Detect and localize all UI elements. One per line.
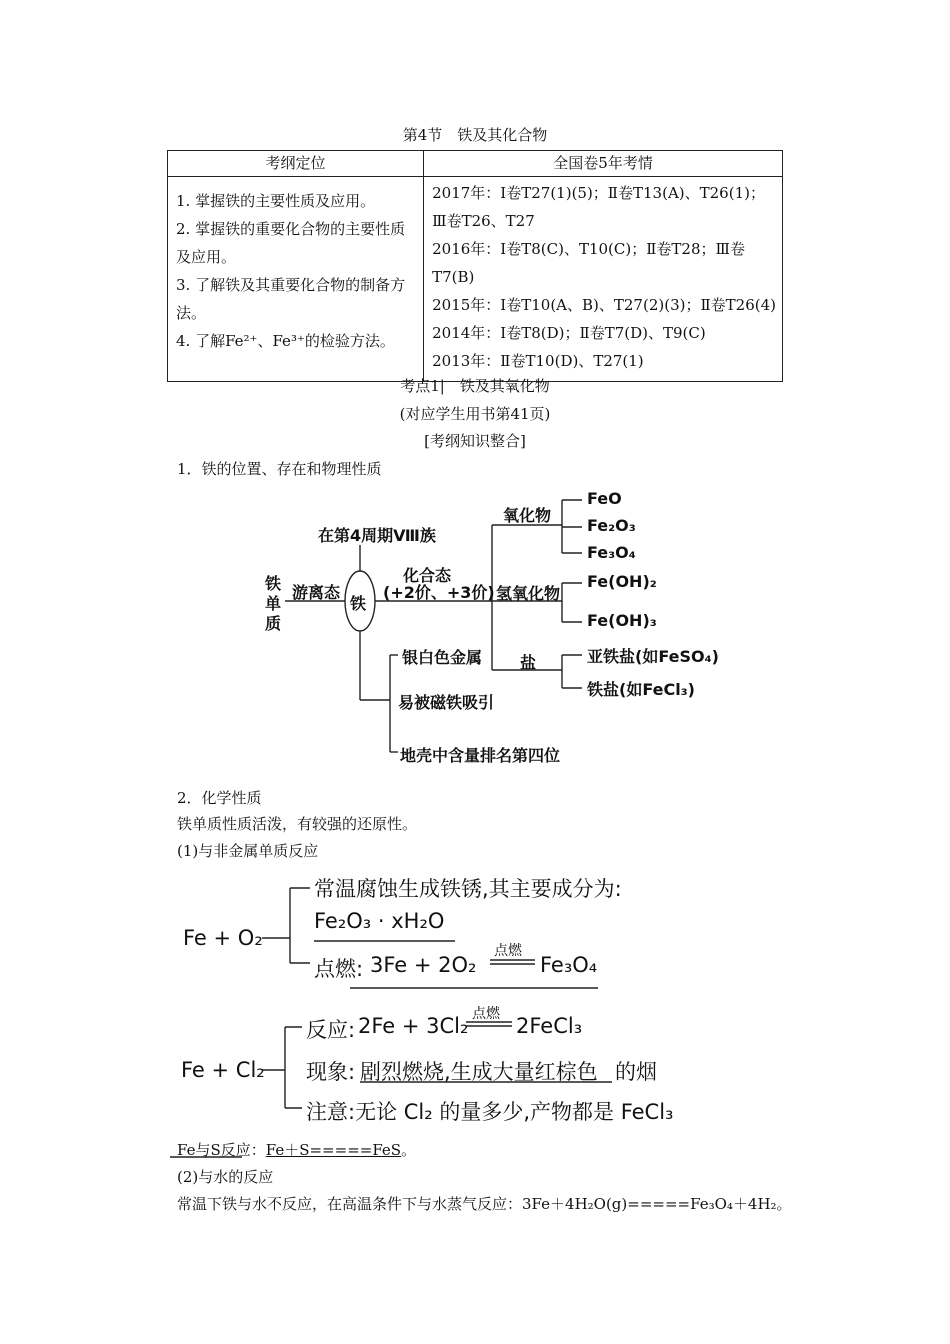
subheading-nonmetal: (1)与非金属单质反应 (177, 842, 319, 860)
ignite-eq-left: 3Fe + 2O₂ (370, 953, 477, 977)
feoh2-label: Fe(OH)₂ (587, 572, 657, 591)
page-title: 第4节 铁及其化合物 (402, 126, 548, 144)
fe-node: 铁 (350, 594, 367, 613)
ignite-prefix: 点燃: (314, 957, 364, 981)
valence-label: (+2价、+3价) (383, 583, 495, 602)
phenomenon-tail: 的烟 (615, 1060, 657, 1084)
root-label: 铁单质 (265, 574, 282, 633)
cl2-reaction-prefix: 反应: (306, 1018, 356, 1042)
exam-line: 2016年：Ⅰ卷T8(C)、T10(C)；Ⅱ卷T28；Ⅲ卷 (432, 240, 745, 258)
cl2-eq-right: 2FeCl₃ (516, 1014, 583, 1038)
ferric-salt-label: 铁盐(如FeCl₃) (587, 680, 695, 699)
syllabus-item: 法。 (176, 304, 207, 322)
phenomenon-text: 剧烈燃烧,生成大量红棕色 (360, 1060, 598, 1084)
hydroxide-label: 氢氧化物 (496, 584, 561, 603)
exam-line: 2013年：Ⅱ卷T10(D)、T27(1) (432, 352, 644, 370)
heading-1: 1．铁的位置、存在和物理性质 (177, 460, 382, 478)
book-reference: (对应学生用书第41页) (399, 405, 551, 423)
fes-equation: Fe＋S=====FeS (265, 1141, 402, 1159)
property-silver: 银白色金属 (402, 648, 483, 667)
fe3o4-label: Fe₃O₄ (587, 543, 636, 562)
fes-prefix: Fe与S反应： (177, 1141, 266, 1159)
syllabus-item: 2. 掌握铁的重要化合物的主要性质 (176, 220, 406, 238)
rust-formula: Fe₂O₃ · xH₂O (314, 909, 445, 933)
salt-label: 盐 (520, 653, 537, 672)
exam-line: T7(B) (432, 268, 475, 286)
fe2o3-label: Fe₂O₃ (587, 516, 636, 535)
cl2-condition: 点燃 (472, 1006, 500, 1022)
exam-line: 2014年：Ⅰ卷T8(D)；Ⅱ卷T7(D)、T9(C) (432, 324, 706, 342)
bracket-heading: [考纲知识整合] (424, 432, 526, 450)
ignite-eq-right: Fe₃O₄ (540, 953, 598, 977)
fes-line (177, 1139, 416, 1160)
kaodian-title: 考点1| 铁及其氧化物 (400, 377, 550, 395)
rust-line: 常温腐蚀生成铁锈,其主要成分为: (314, 877, 622, 901)
water-line (177, 1193, 792, 1214)
table-header-right: 全国卷5年考情 (424, 151, 783, 177)
position-label: 在第4周期Ⅷ族 (318, 526, 436, 545)
feoh3-label: Fe(OH)₃ (587, 611, 657, 630)
property-magnetic: 易被磁铁吸引 (398, 693, 495, 712)
exam-line: Ⅲ卷T26、T27 (432, 212, 535, 230)
ignite-condition: 点燃 (494, 943, 522, 959)
free-state-label: 游离态 (292, 583, 341, 602)
water-equation: 3Fe＋4H₂O(g)=====Fe₃O₄＋4H₂ (522, 1195, 777, 1213)
syllabus-item: 1. 掌握铁的主要性质及应用。 (176, 192, 376, 210)
oxide-label: 氧化物 (503, 506, 552, 525)
syllabus-items (168, 177, 424, 382)
exam-history (424, 177, 783, 382)
subheading-water: (2)与水的反应 (177, 1168, 274, 1186)
cl2-note: 注意:无论 Cl₂ 的量多少,产物都是 FeCl₃ (306, 1100, 674, 1124)
table-header-left: 考纲定位 (168, 151, 424, 177)
heading-2: 2．化学性质 (177, 789, 262, 807)
syllabus-table (167, 150, 783, 382)
property-abundance: 地壳中含量排名第四位 (400, 746, 561, 765)
fes-end: 。 (401, 1141, 417, 1159)
o2-reaction-lhs: Fe + O₂ (183, 926, 263, 950)
paragraph-reducibility: 铁单质性质活泼，有较强的还原性。 (177, 815, 418, 833)
syllabus-item: 及应用。 (176, 248, 237, 266)
exam-line: 2017年：Ⅰ卷T27(1)(5)；Ⅱ卷T13(A)、T26(1)； (432, 184, 765, 202)
ferrous-salt-label: 亚铁盐(如FeSO₄) (587, 647, 719, 666)
cl2-eq-left: 2Fe + 3Cl₂ (358, 1014, 469, 1038)
compound-state-label: 化合态 (403, 566, 452, 585)
feo-label: FeO (587, 489, 622, 508)
water-text: 常温下铁与水不反应，在高温条件下与水蒸气反应： (177, 1195, 523, 1213)
cl2-reaction-lhs: Fe + Cl₂ (181, 1058, 265, 1082)
syllabus-item: 4. 了解Fe²⁺、Fe³⁺的检验方法。 (176, 332, 395, 350)
water-end: 。 (776, 1195, 792, 1213)
syllabus-item: 3. 了解铁及其重要化合物的制备方 (176, 276, 406, 294)
phenomenon-prefix: 现象: (306, 1060, 356, 1084)
exam-line: 2015年：Ⅰ卷T10(A、B)、T27(2)(3)；Ⅱ卷T26(4) (432, 296, 776, 314)
